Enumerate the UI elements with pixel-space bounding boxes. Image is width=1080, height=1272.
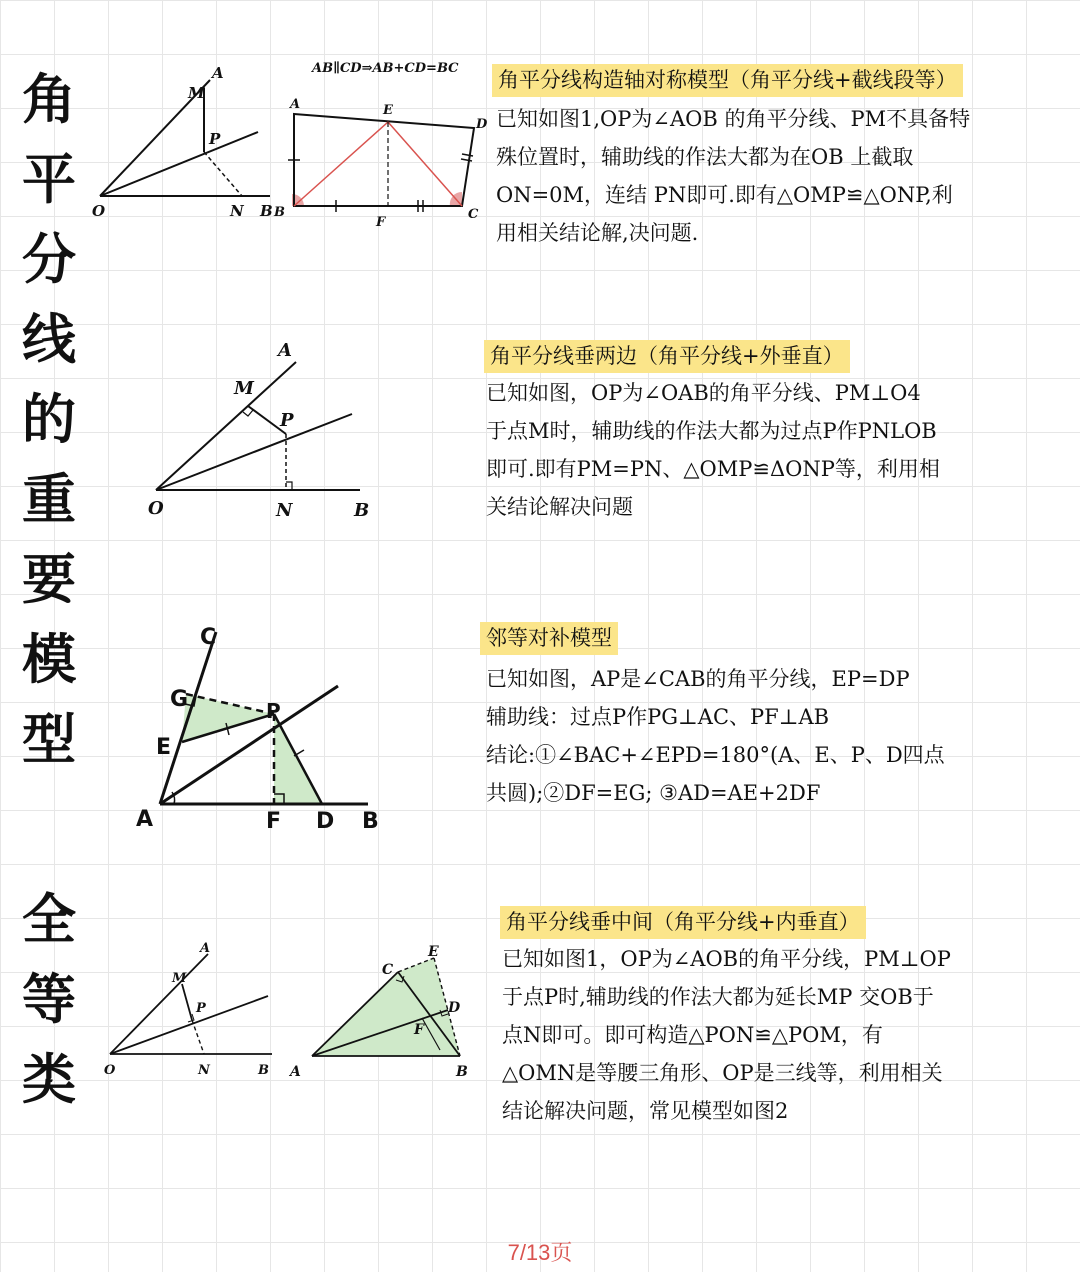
section-4-body [502, 940, 951, 1130]
label-A: A [212, 64, 224, 82]
text-line: 共圆);②DF=EG; ③AD=AE+2DF [486, 781, 821, 805]
title-char: 型 [22, 707, 76, 771]
title-char: 线 [22, 307, 76, 371]
label-O: O [92, 202, 106, 220]
label-A: A [136, 807, 154, 832]
label-B: B [362, 809, 379, 834]
title-char: 模 [22, 627, 76, 691]
text-line: 于点M时，辅助线的作法大都为过点P作PNLOB [486, 419, 937, 443]
figure-2-diagram [140, 338, 380, 528]
label-A: A [200, 941, 211, 956]
figure-4a-diagram [100, 936, 280, 1086]
label-B: B [274, 205, 285, 220]
section-2-body [486, 374, 940, 526]
label-E: E [383, 103, 393, 118]
section-2-heading: 角平分线垂两边（角平分线+外垂直） [484, 340, 850, 373]
label-M: M [188, 84, 205, 102]
text-line: 结论:①∠BAC+∠EPD=180°(A、E、P、D四点 [486, 743, 945, 767]
text-line: 用相关结论解,决问题. [496, 221, 699, 245]
label-O: O [148, 498, 164, 519]
figure-caption: AB∥CD⇒AB+CD=BC [312, 61, 459, 76]
text-line: 已知如图，OP为∠OAB的角平分线、PM⊥O4 [486, 381, 921, 405]
text-line: △OMN是等腰三角形、OP是三线等，利用相关 [502, 1061, 943, 1085]
label-N: N [198, 1063, 210, 1078]
title-char: 全 [22, 887, 76, 951]
vertical-title [18, 67, 80, 771]
figure-3 [130, 614, 410, 844]
label-D: D [448, 1000, 461, 1016]
text-line: 关结论解决问题 [486, 495, 633, 519]
section-3-body [486, 660, 945, 812]
label-B: B [354, 500, 370, 521]
label-F: F [376, 215, 386, 230]
section-1-heading: 角平分线构造轴对称模型（角平分线+截线段等） [492, 64, 963, 97]
text-line: ON=0M，连结 PN即可.即有△OMP≌△ONP,利 [496, 183, 953, 207]
figure-1a-diagram [92, 62, 282, 232]
section-4-heading: 角平分线垂中间（角平分线+内垂直） [500, 906, 866, 939]
text-line: 点N即可。即可构造△PON≌△POM，有 [502, 1023, 883, 1047]
title-char: 角 [22, 67, 76, 131]
title-char: 的 [22, 387, 76, 451]
title-char: 重 [22, 467, 76, 531]
label-E: E [156, 735, 172, 760]
figure-4a [100, 936, 280, 1086]
label-P: P [196, 1001, 206, 1016]
label-M: M [172, 971, 187, 986]
text-line: 辅助线：过点P作PG⊥AC、PF⊥AB [486, 705, 830, 729]
label-P: P [266, 699, 281, 723]
label-E: E [428, 944, 439, 960]
label-N: N [230, 202, 244, 220]
page-indicator: 7/13页 [507, 1240, 573, 1265]
section-1-body [496, 100, 970, 252]
text-line: 于点P时,辅助线的作法大都为延长MP 交OB于 [502, 985, 934, 1009]
section-3-heading: 邻等对补模型 [480, 622, 618, 655]
label-B: B [456, 1064, 468, 1080]
title-char: 分 [22, 227, 76, 291]
figure-1b [274, 56, 494, 236]
label-D: D [316, 809, 335, 834]
label-C: C [468, 207, 479, 222]
title-char: 类 [22, 1047, 76, 1111]
label-P: P [209, 130, 221, 148]
figure-3-diagram [130, 614, 410, 844]
text-line: 殊位置时，辅助线的作法大都为在OB 上截取 [496, 145, 914, 169]
label-C: C [382, 962, 394, 978]
label-F: F [414, 1022, 424, 1038]
figure-2 [140, 338, 380, 528]
label-M: M [234, 378, 254, 399]
label-B: B [258, 1063, 269, 1078]
label-A: A [290, 1064, 301, 1080]
label-P: P [280, 410, 294, 431]
figure-4b-diagram [290, 940, 490, 1090]
text-line: 即可.即有PM=PN、△OMP≌ΔONP等，利用相 [486, 457, 940, 481]
title-char: 平 [22, 147, 76, 211]
text-line: 已知如图，AP是∠CAB的角平分线，EP=DP [486, 667, 910, 691]
label-G: G [170, 687, 189, 712]
figure-4b [290, 940, 490, 1090]
text-line: 已知如图1，OP为∠AOB的角平分线，PM⊥OP [502, 947, 951, 971]
label-A: A [290, 97, 301, 112]
label-A: A [278, 340, 292, 361]
text-line: 已知如图1,OP为∠AOB 的角平分线、PM不具备特 [496, 107, 971, 131]
figure-1b-diagram [274, 56, 494, 236]
label-F: F [266, 809, 282, 834]
label-B: B [260, 202, 273, 220]
label-N: N [276, 500, 293, 521]
vertical-subtitle [18, 887, 80, 1111]
text-line: 结论解决问题，常见模型如图2 [502, 1099, 789, 1123]
title-char: 等 [22, 967, 76, 1031]
label-D: D [476, 117, 488, 132]
label-C: C [200, 625, 217, 650]
title-char: 要 [22, 547, 76, 611]
label-O: O [104, 1063, 116, 1078]
figure-1a [92, 62, 282, 232]
